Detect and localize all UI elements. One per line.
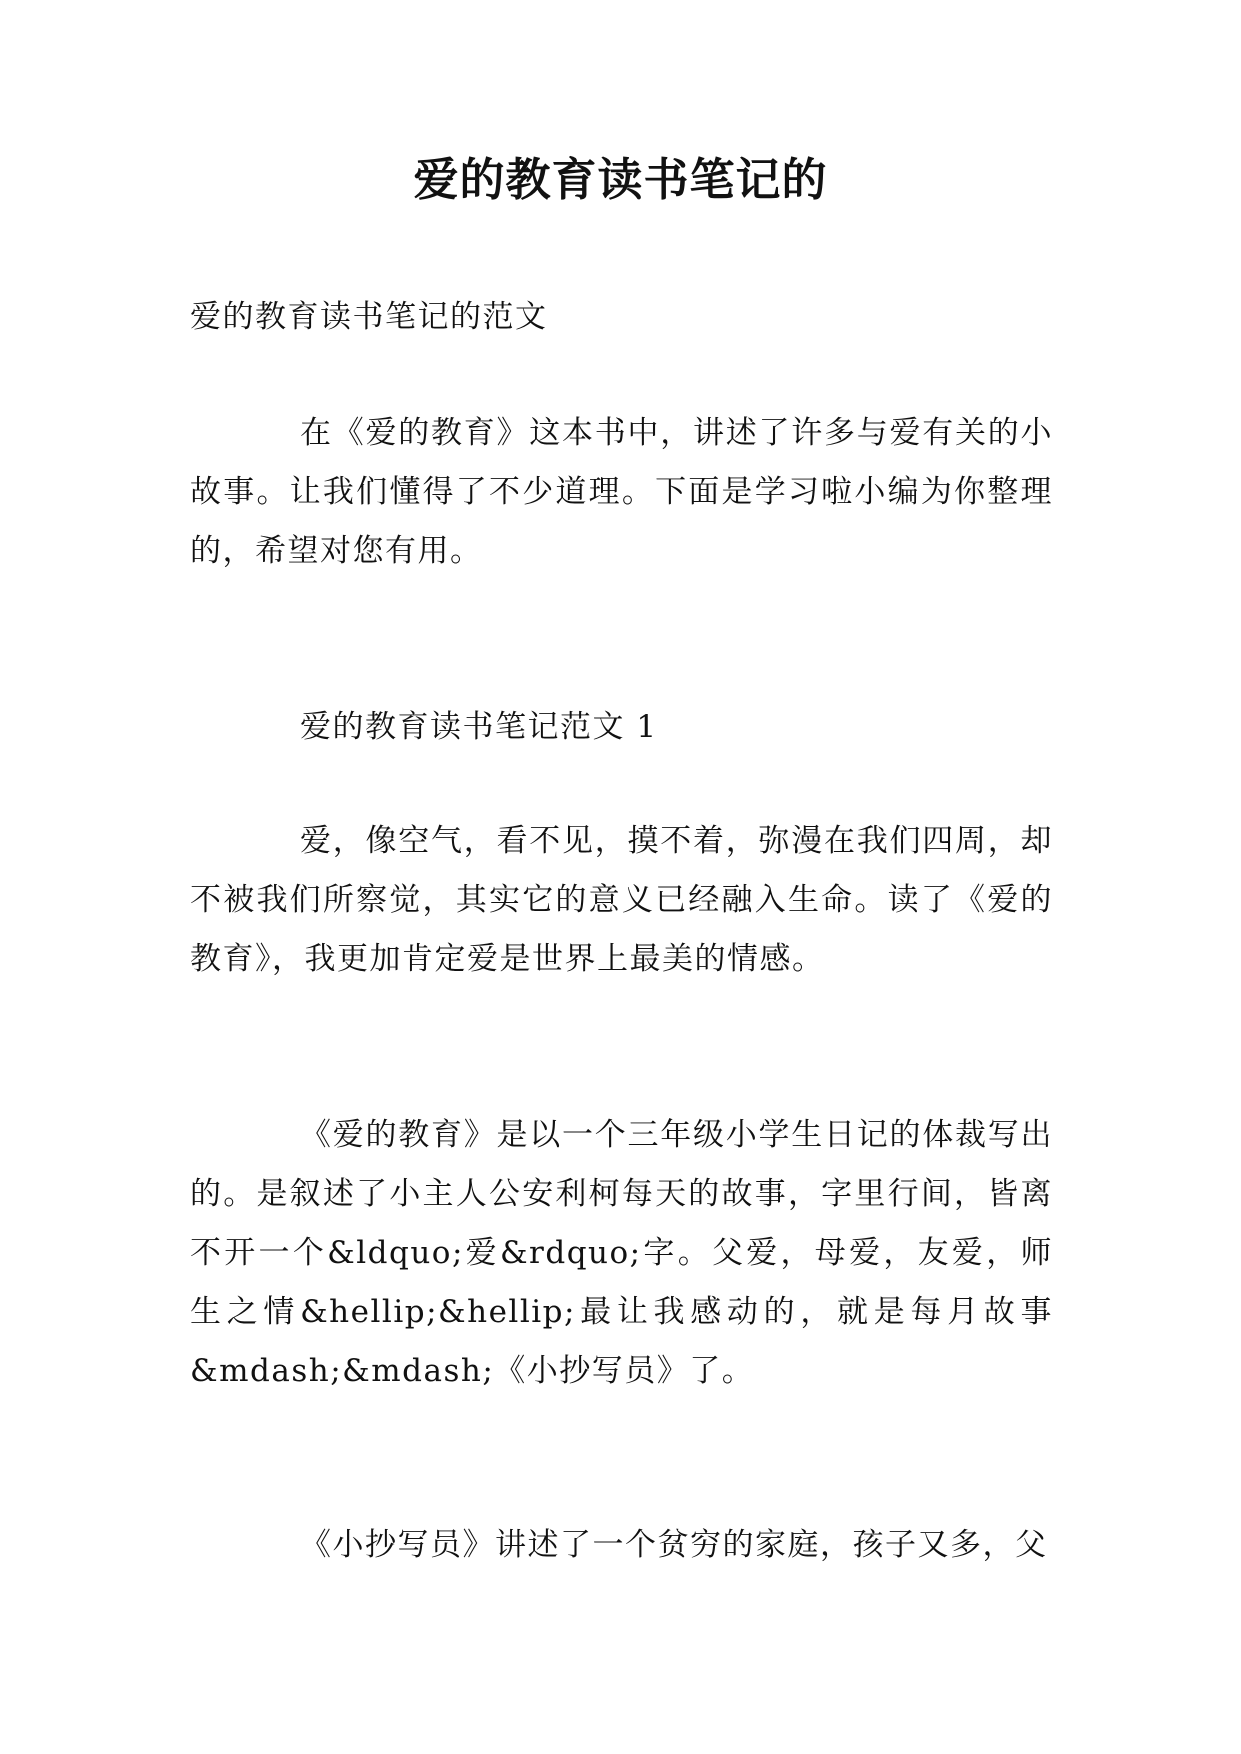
document-title: 爱的教育读书笔记的 — [413, 153, 828, 206]
body-paragraph: 《爱的教育》是以一个三年级小学生日记的体裁写出的。是叙述了小主人公安利柯每天的故事，字里行间，皆离不开一个&ldquo;爱&rdquo;字。父爱，母爱，友爱，师生之情&hellip;&hellip;最让我感动的，就是每月故事&mdash;&mdash;《小抄写员》了。 — [190, 1117, 1053, 1389]
body-paragraph: 《小抄写员》讲述了一个贫穷的家庭，孩子又多，父 — [300, 1527, 1048, 1563]
body-paragraph: 爱，像空气，看不见，摸不着，弥漫在我们四周，却不被我们所察觉，其实它的意义已经融入生命。读了《爱的教育》，我更加肯定爱是世界上最美的情感。 — [190, 823, 1053, 977]
intro-paragraph: 在《爱的教育》这本书中，讲述了许多与爱有关的小故事。让我们懂得了不少道理。下面是学习啦小编为你整理的，希望对您有用。 — [190, 415, 1053, 569]
section-heading: 爱的教育读书笔记范文 1 — [300, 709, 658, 745]
document-subtitle: 爱的教育读书笔记的范文 — [190, 299, 548, 335]
